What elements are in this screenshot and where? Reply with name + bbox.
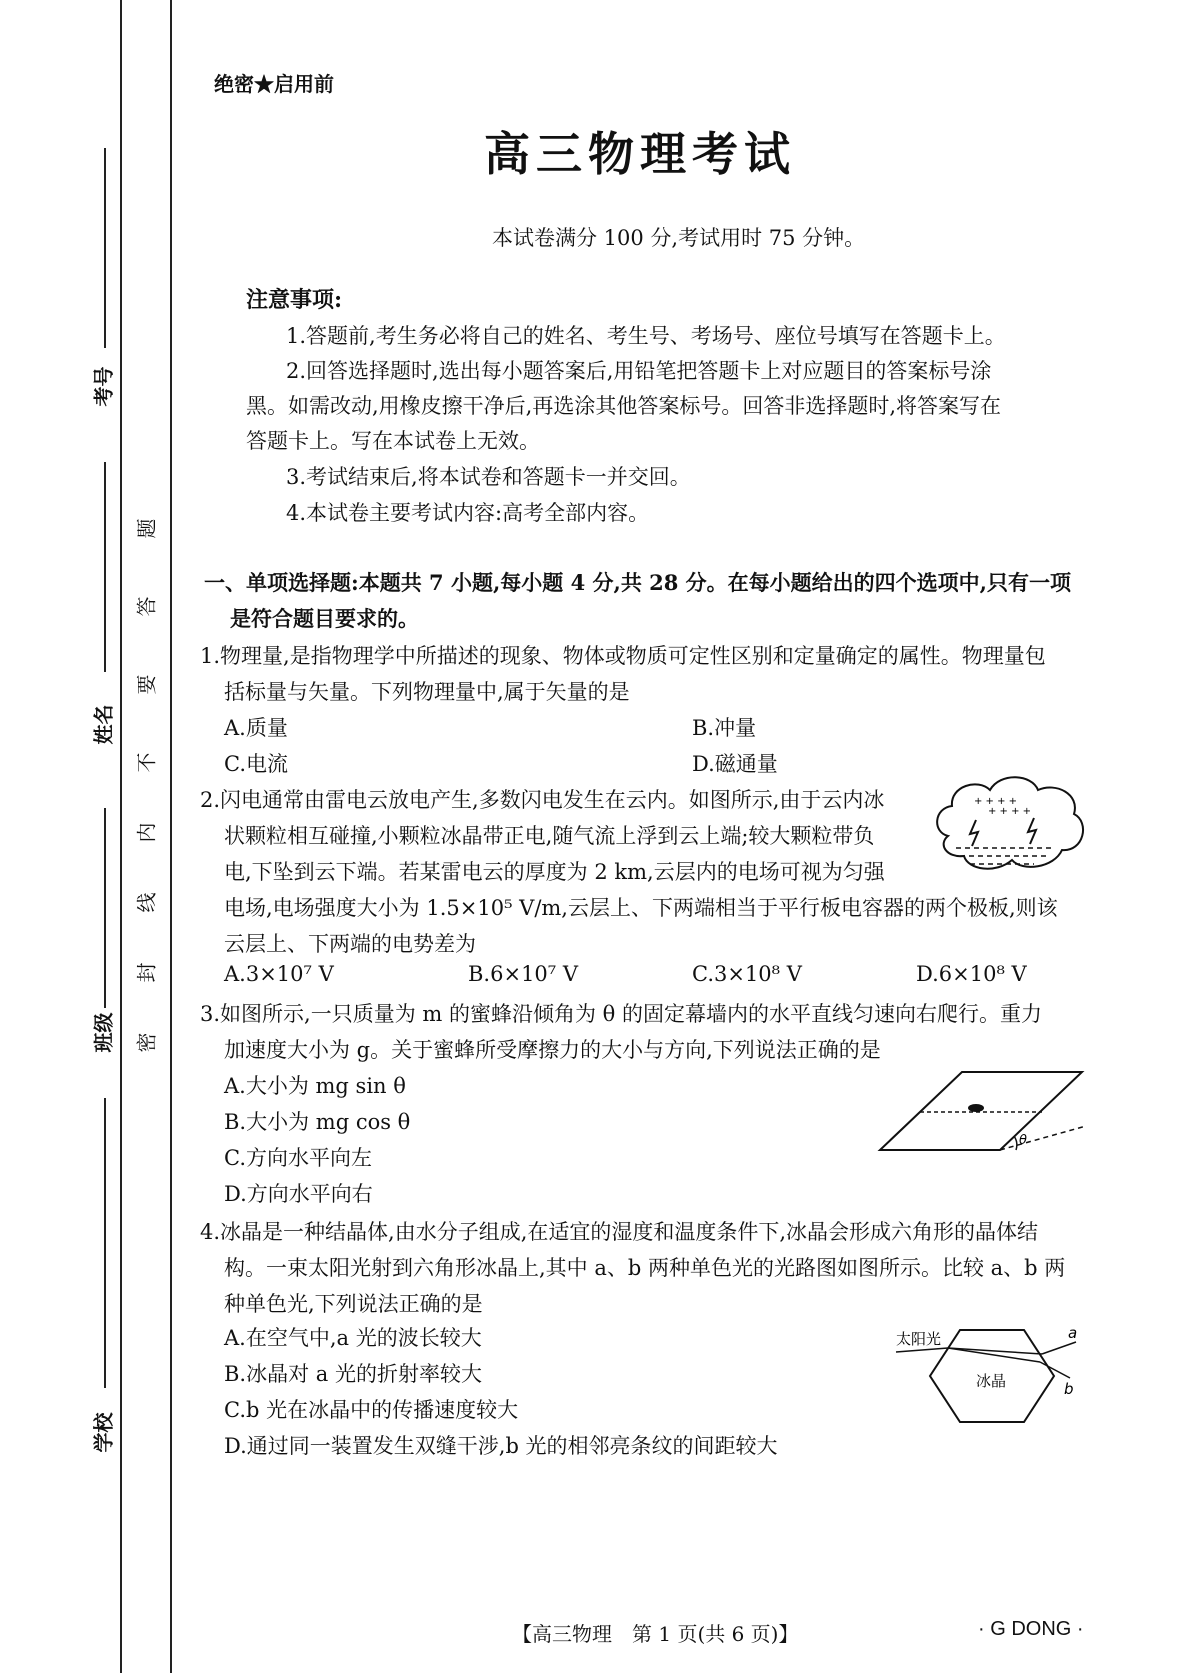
exam-info: 本试卷满分 100 分,考试用时 75 分钟。	[492, 226, 866, 250]
angle-theta-label: θ	[1019, 1133, 1027, 1148]
note-3: 3.考试结束后,将本试卷和答题卡一并交回。	[286, 465, 691, 489]
ice-crystal-label: 冰晶	[976, 1372, 1007, 1390]
question-2-stem-2: 状颗粒相互碰撞,小颗粒冰晶带正电,随气流上浮到云上端;较大颗粒带负	[224, 824, 875, 848]
ray-b-label: b	[1064, 1380, 1074, 1398]
question-4-stem-2: 构。一束太阳光射到六角形冰晶上,其中 a、b 两种单色光的光路图如图所示。比较 a、b 两	[224, 1256, 1066, 1280]
seal-char-2: 封	[134, 962, 159, 983]
school-label: 学校	[91, 1412, 116, 1453]
notes-heading: 注意事项:	[246, 287, 343, 313]
question-3-stem-1: 3.如图所示,一只质量为 m 的蜜蜂沿倾角为 θ 的固定幕墙内的水平直线匀速向右爬行。重力	[200, 1002, 1042, 1026]
class-label: 班级	[91, 1012, 116, 1053]
question-2-option-b[interactable]: B.6×10⁷ V	[468, 962, 579, 986]
thundercloud-figure	[930, 768, 1090, 880]
question-3-option-a[interactable]: A.大小为 mg sin θ	[224, 1074, 406, 1098]
question-1-stem-2: 括标量与矢量。下列物理量中,属于矢量的是	[224, 680, 630, 704]
seal-char-6: 要	[134, 674, 159, 695]
note-2-line-2: 黑。如需改动,用橡皮擦干净后,再选涂其他答案标号。回答非选择题时,将答案写在	[246, 394, 1002, 418]
question-1-option-c[interactable]: C.电流	[224, 752, 288, 776]
ice-crystal-figure	[892, 1322, 1088, 1426]
question-2-option-d[interactable]: D.6×10⁸ V	[916, 962, 1027, 986]
question-1-option-a[interactable]: A.质量	[224, 716, 288, 740]
ray-a-label: a	[1068, 1324, 1078, 1342]
question-4-option-d[interactable]: D.通过同一装置发生双缝干涉,b 光的相邻亮条纹的间距较大	[224, 1434, 778, 1458]
question-4-option-b[interactable]: B.冰晶对 a 光的折射率较大	[224, 1362, 482, 1386]
note-2-line-3: 答题卡上。写在本试卷上无效。	[246, 429, 540, 453]
seal-char-8: 题	[134, 518, 159, 539]
question-2-stem-1: 2.闪电通常由雷电云放电产生,多数闪电发生在云内。如图所示,由于云内冰	[200, 788, 885, 812]
question-2-option-a[interactable]: A.3×10⁷ V	[224, 962, 334, 986]
binding-line-right	[170, 0, 172, 1673]
paper-code: · G DONG ·	[978, 1618, 1084, 1640]
svg-text:+ + + +: + + + +	[988, 806, 1032, 817]
question-2-stem-3: 电,下坠到云下端。若某雷电云的厚度为 2 km,云层内的电场可视为匀强	[224, 860, 885, 884]
question-1-option-d[interactable]: D.磁通量	[692, 752, 778, 776]
name-label: 姓名	[91, 704, 116, 745]
seal-char-7: 答	[134, 596, 159, 617]
seal-char-4: 内	[134, 822, 159, 843]
binding-line-left	[120, 0, 122, 1673]
question-1-option-b[interactable]: B.冲量	[692, 716, 757, 740]
svg-text:+ + + +: + + + +	[974, 796, 1018, 807]
question-1-stem-1: 1.物理量,是指物理学中所描述的现象、物体或物质可定性区别和定量确定的属性。物理量包	[200, 644, 1046, 668]
name-blank[interactable]	[104, 462, 106, 672]
question-2-stem-4: 电场,电场强度大小为 1.5×10⁵ V/m,云层上、下两端相当于平行板电容器的两个极板,则该	[224, 896, 1058, 920]
confidential-mark: 绝密★启用前	[214, 72, 334, 96]
note-2-line-1: 2.回答选择题时,选出每小题答案后,用铅笔把答题卡上对应题目的答案标号涂	[286, 359, 992, 383]
sunlight-label: 太阳光	[896, 1330, 942, 1348]
section-1-heading: 一、单项选择题:本题共 7 小题,每小题 4 分,共 28 分。在每小题给出的四个选项中,只有一项	[204, 570, 1071, 595]
seal-char-5: 不	[134, 752, 159, 773]
question-2-option-c[interactable]: C.3×10⁸ V	[692, 962, 802, 986]
note-4: 4.本试卷主要考试内容:高考全部内容。	[286, 501, 650, 525]
question-3-option-b[interactable]: B.大小为 mg cos θ	[224, 1110, 411, 1134]
question-2-stem-5: 云层上、下两端的电势差为	[224, 932, 476, 956]
question-4-option-c[interactable]: C.b 光在冰晶中的传播速度较大	[224, 1398, 519, 1422]
note-1: 1.答题前,考生务必将自己的姓名、考生号、考场号、座位号填写在答题卡上。	[286, 324, 1006, 348]
class-blank[interactable]	[104, 808, 106, 1008]
exam-number-label: 考号	[91, 366, 116, 407]
page-title: 高三物理考试	[484, 127, 796, 181]
section-1-heading-cont: 是符合题目要求的。	[230, 606, 419, 631]
seal-char-3: 线	[134, 892, 159, 913]
question-3-stem-2: 加速度大小为 g。关于蜜蜂所受摩擦力的大小与方向,下列说法正确的是	[224, 1038, 881, 1062]
bee-icon	[968, 1104, 984, 1112]
question-4-option-a[interactable]: A.在空气中,a 光的波长较大	[224, 1326, 482, 1350]
question-4-stem-3: 种单色光,下列说法正确的是	[224, 1292, 483, 1316]
page-number: 【高三物理 第 1 页(共 6 页)】	[512, 1622, 799, 1646]
question-3-option-d[interactable]: D.方向水平向右	[224, 1182, 373, 1206]
question-4-stem-1: 4.冰晶是一种结晶体,由水分子组成,在适宜的湿度和温度条件下,冰晶会形成六角形的晶体结	[200, 1220, 1039, 1244]
school-blank[interactable]	[104, 1098, 106, 1388]
seal-char-1: 密	[134, 1032, 159, 1053]
glass-wall-figure	[876, 1066, 1088, 1158]
question-3-option-c[interactable]: C.方向水平向左	[224, 1146, 372, 1170]
